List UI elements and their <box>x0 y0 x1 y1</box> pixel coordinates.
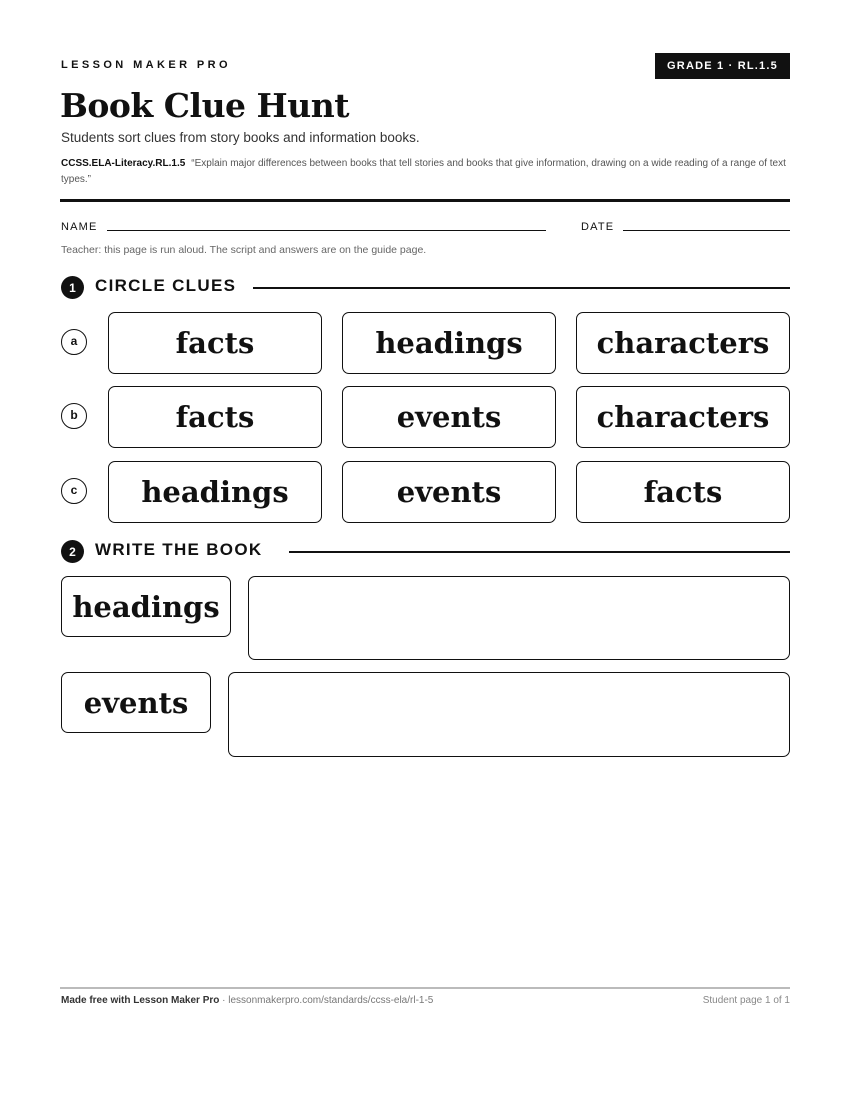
page-title: Book Clue Hunt <box>60 86 349 125</box>
clue-card[interactable]: facts <box>108 312 322 374</box>
standard-code: CCSS.ELA-Literacy.RL.1.5 <box>61 158 186 169</box>
clue-card[interactable]: events <box>342 386 556 448</box>
clue-card[interactable]: characters <box>576 312 790 374</box>
clue-card[interactable]: headings <box>108 461 322 523</box>
grade-badge: GRADE 1 · RL.1.5 <box>655 53 790 79</box>
clue-card[interactable]: headings <box>342 312 556 374</box>
row-c-label: c <box>61 478 87 504</box>
name-label: NAME <box>61 221 98 233</box>
section-1-number: 1 <box>61 276 84 299</box>
header-divider <box>60 199 790 202</box>
teacher-note: Teacher: this page is run aloud. The script and answers are on the guide page. <box>61 244 427 256</box>
answer-box-headings[interactable] <box>248 576 790 660</box>
brand-name: LESSON MAKER PRO <box>61 59 231 71</box>
section-2-number: 2 <box>61 540 84 563</box>
footer-credit <box>61 995 433 1006</box>
row-a-label: a <box>61 329 87 355</box>
footer-made-with: Made free with Lesson Maker Pro <box>61 995 220 1006</box>
section-1-title: CIRCLE CLUES <box>95 276 237 295</box>
section-2-title: WRITE THE BOOK <box>95 540 263 559</box>
date-label: DATE <box>581 221 615 233</box>
write-word-card: events <box>61 672 211 733</box>
clue-card[interactable]: facts <box>576 461 790 523</box>
standard-description <box>61 156 790 188</box>
name-field[interactable] <box>107 230 546 231</box>
date-field[interactable] <box>623 230 790 231</box>
clue-card[interactable]: events <box>342 461 556 523</box>
clue-card[interactable]: facts <box>108 386 322 448</box>
answer-box-events[interactable] <box>228 672 790 757</box>
footer-divider <box>60 987 790 989</box>
standard-text: “Explain major differences between books that tell stories and books that give information, drawing on a wide reading of a range of text types.” <box>61 158 786 185</box>
clue-card[interactable]: characters <box>576 386 790 448</box>
footer-url[interactable]: · lessonmakerpro.com/standards/ccss-ela/rl-1-5 <box>219 995 434 1006</box>
section-2-divider <box>289 551 790 553</box>
row-b-label: b <box>61 403 87 429</box>
footer-page-number: Student page 1 of 1 <box>702 995 790 1006</box>
section-1-divider <box>253 287 790 289</box>
page-subtitle: Students sort clues from story books and information books. <box>61 130 420 145</box>
write-word-card: headings <box>61 576 231 637</box>
